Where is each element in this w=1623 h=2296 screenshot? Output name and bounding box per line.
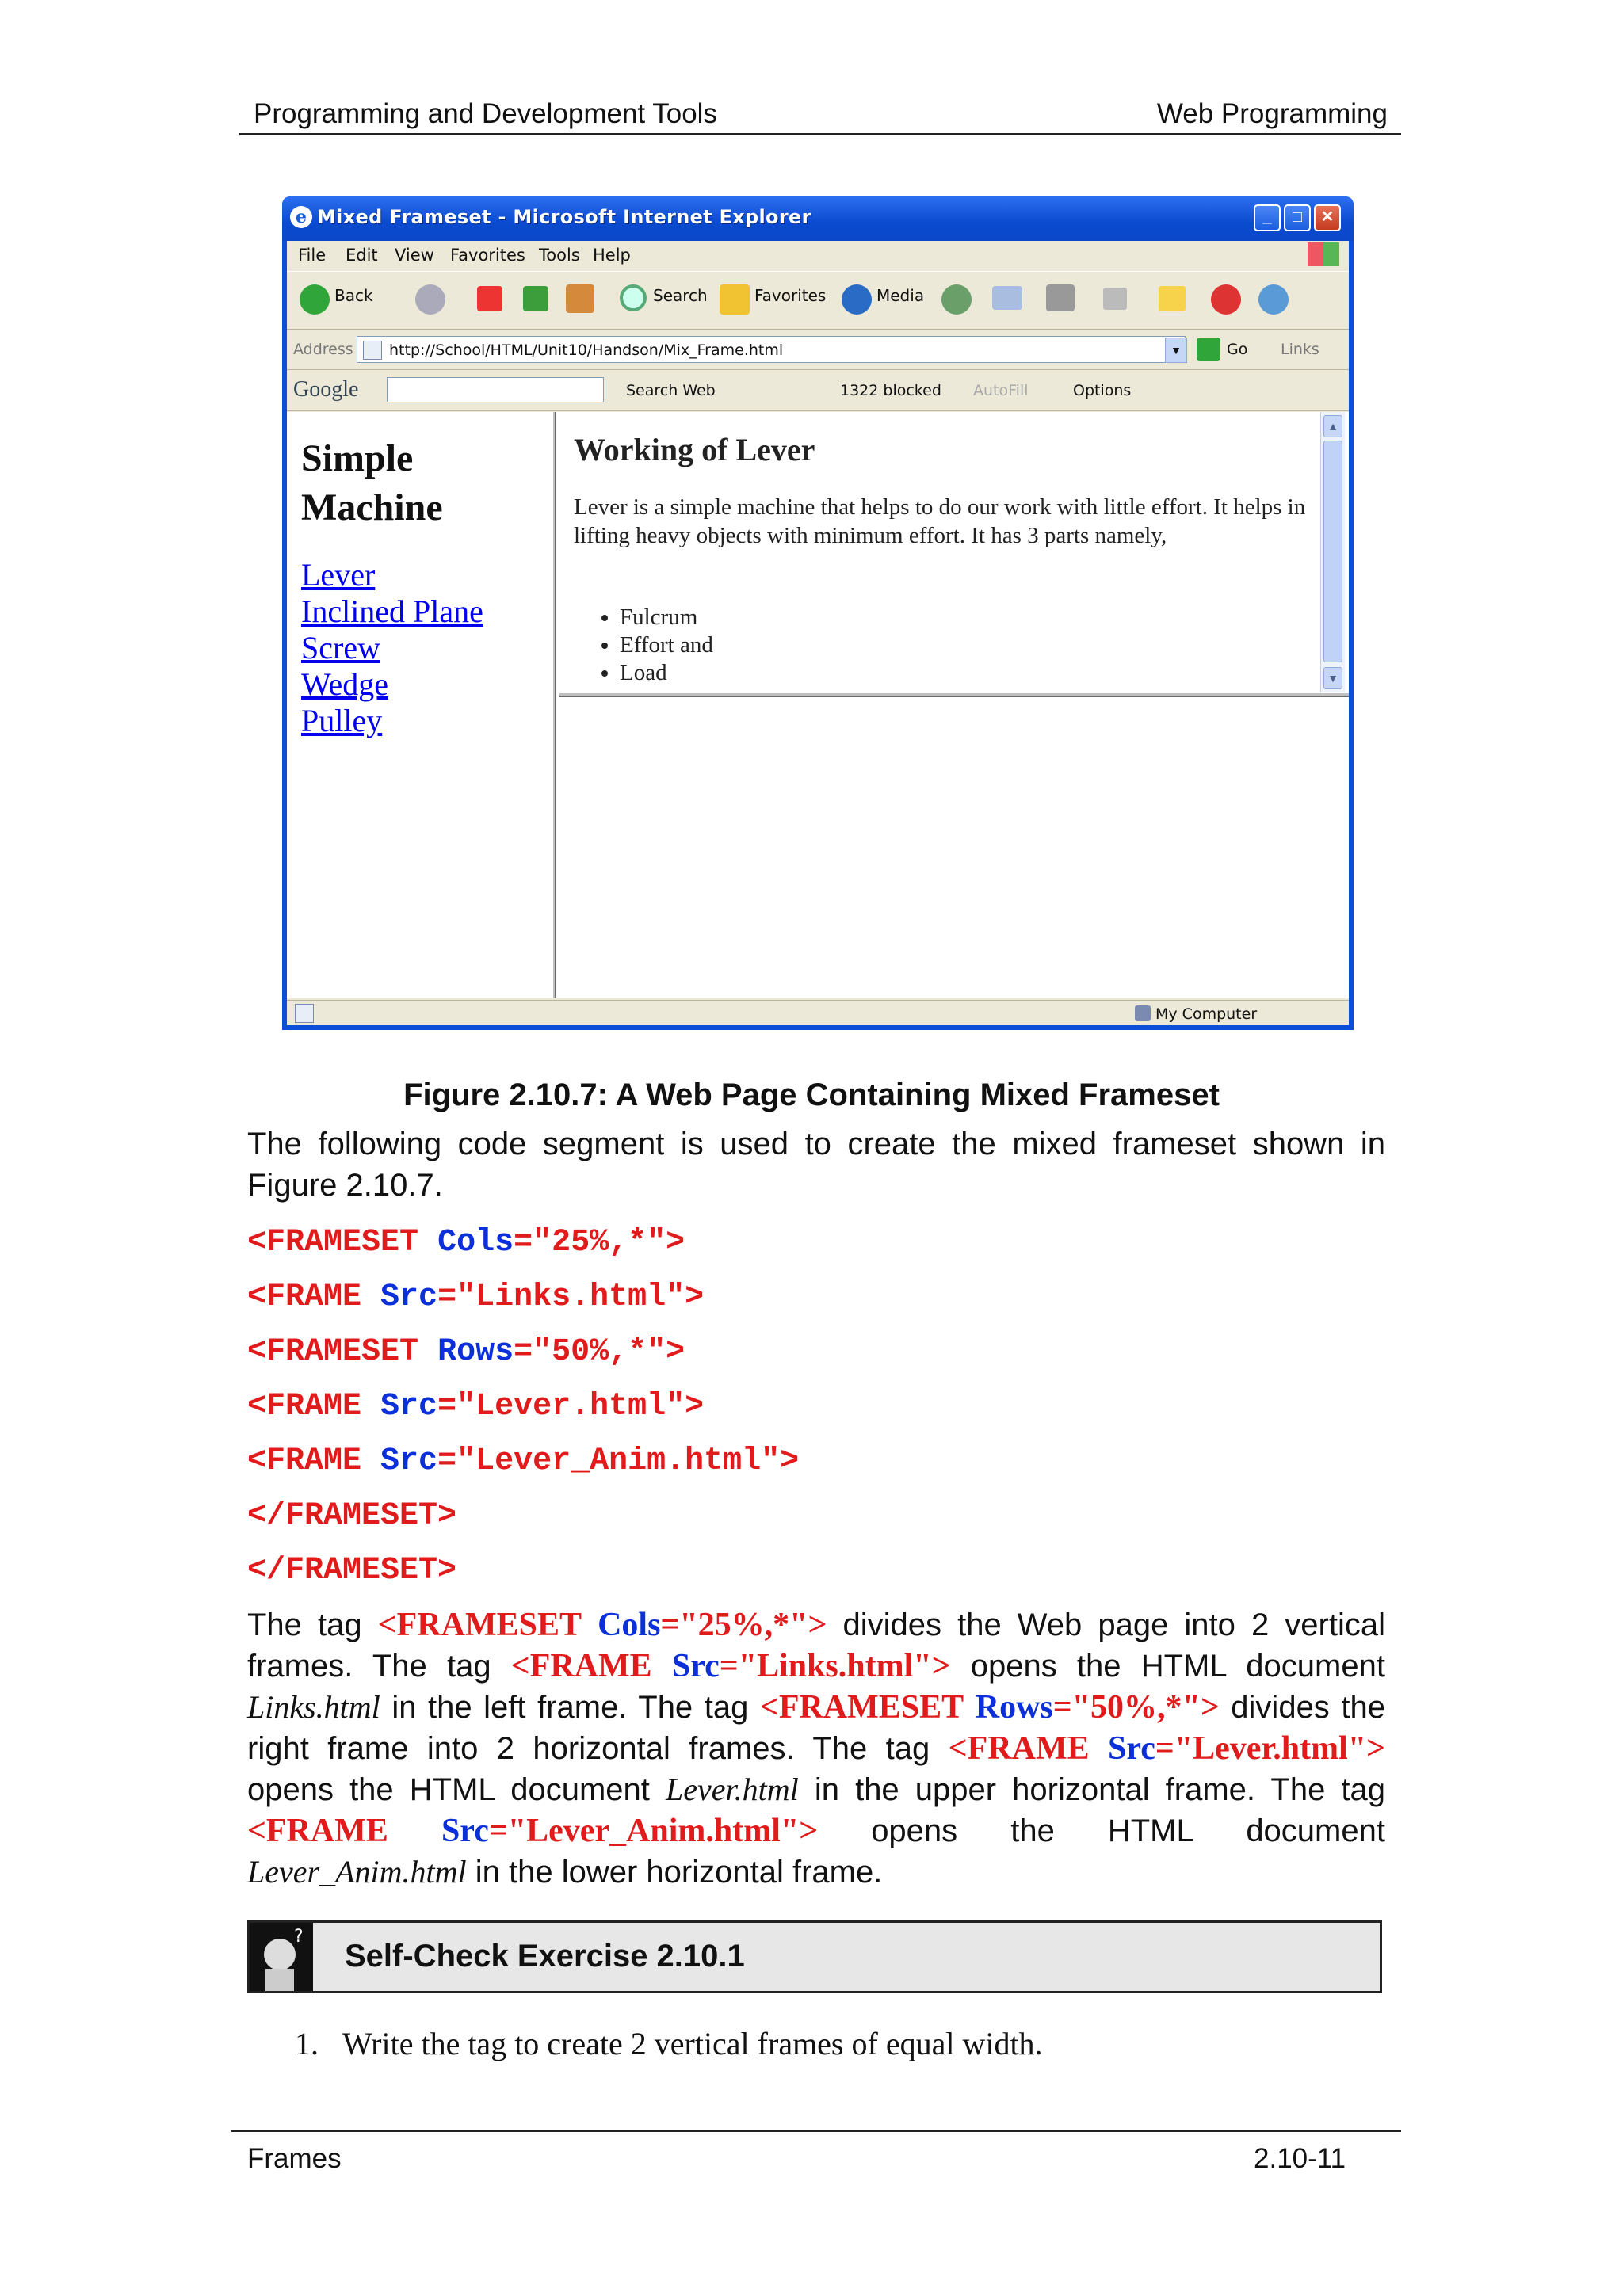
- refresh-icon[interactable]: [523, 286, 548, 311]
- google-logo[interactable]: Google: [293, 377, 359, 402]
- right-frame-paragraph: Lever is a simple machine that helps to do our work with little effort. It helps in lifting heavy objects with minimum effort. It has 3 parts namely,: [574, 494, 1306, 548]
- status-page-icon: [295, 1004, 314, 1023]
- menu-view[interactable]: View: [395, 246, 434, 265]
- home-icon[interactable]: [566, 284, 594, 313]
- code-line: <FRAME Src="Lever_Anim.html">: [247, 1444, 800, 1479]
- right-bottom-frame: [559, 700, 1349, 998]
- address-label: Address: [293, 341, 353, 358]
- header-left: Programming and Development Tools: [254, 98, 717, 129]
- link-screw[interactable]: Screw: [301, 630, 380, 666]
- edit-icon[interactable]: [1103, 288, 1127, 310]
- messenger-icon[interactable]: [1211, 284, 1241, 315]
- maximize-button[interactable]: □: [1284, 204, 1311, 231]
- google-search-input[interactable]: [387, 377, 604, 402]
- browser-window: [282, 196, 1354, 1030]
- media-button[interactable]: Media: [876, 286, 925, 305]
- address-dropdown-icon[interactable]: ▼: [1165, 338, 1187, 363]
- menu-file[interactable]: File: [298, 246, 327, 265]
- browser-body: [287, 241, 1349, 1025]
- title-bar: [282, 196, 1354, 241]
- address-input[interactable]: http://School/HTML/Unit10/Handson/Mix_Frame.html: [357, 336, 1186, 363]
- favorites-button[interactable]: Favorites: [754, 286, 827, 305]
- link-pulley[interactable]: Pulley: [301, 703, 383, 738]
- scroll-up-icon[interactable]: ▲: [1323, 415, 1342, 437]
- list-item: • Fulcrum: [620, 604, 713, 631]
- menu-tools[interactable]: Tools: [539, 246, 580, 265]
- status-zone: My Computer: [1155, 1005, 1258, 1023]
- history-icon[interactable]: [941, 284, 972, 315]
- menu-bar: [287, 241, 1349, 268]
- left-frame: [287, 412, 556, 998]
- search-web-button[interactable]: Search Web: [626, 382, 716, 399]
- ie-icon: e: [290, 206, 312, 228]
- people-icon[interactable]: [1258, 284, 1289, 315]
- search-button[interactable]: Search: [653, 286, 708, 305]
- link-inclined-plane[interactable]: Inclined Plane: [301, 593, 483, 629]
- intro-paragraph: The following code segment is used to create the mixed frameset shown in Figure 2.10.7.: [247, 1127, 1385, 1203]
- scroll-down-icon[interactable]: ▼: [1323, 667, 1342, 689]
- right-top-frame: [559, 412, 1349, 697]
- stop-icon[interactable]: [477, 286, 502, 311]
- header-right: Web Programming: [1156, 98, 1388, 129]
- self-check-box: [247, 1920, 1382, 1993]
- back-icon[interactable]: [300, 284, 330, 315]
- forward-icon[interactable]: [415, 284, 445, 315]
- computer-icon: [1135, 1005, 1151, 1021]
- address-bar: [287, 330, 1349, 370]
- windows-logo-icon: [1308, 242, 1339, 266]
- status-bar: [287, 1000, 1349, 1026]
- go-button[interactable]: Go: [1227, 341, 1248, 358]
- frameset-content: [287, 412, 1349, 998]
- left-frame-title-line2: Machine: [301, 486, 443, 528]
- list-item: • Effort and: [620, 631, 713, 659]
- close-button[interactable]: ✕: [1314, 204, 1341, 231]
- right-frame-title: Working of Lever: [574, 432, 815, 467]
- menu-edit[interactable]: Edit: [346, 246, 378, 265]
- autofill-button[interactable]: AutoFill: [973, 382, 1029, 399]
- search-icon[interactable]: [620, 284, 647, 311]
- link-wedge[interactable]: Wedge: [301, 666, 389, 702]
- footer-rule: [231, 2130, 1401, 2132]
- code-line: </FRAMESET>: [247, 1553, 457, 1589]
- left-frame-title: [301, 434, 443, 532]
- page-icon: [363, 341, 382, 360]
- links-label[interactable]: Links: [1281, 341, 1319, 358]
- google-toolbar: [287, 371, 1349, 411]
- footer-left: Frames: [247, 2143, 342, 2174]
- code-line: <FRAME Src="Links.html">: [247, 1280, 705, 1315]
- vertical-scrollbar[interactable]: [1320, 412, 1345, 692]
- menu-favorites[interactable]: Favorites: [450, 246, 525, 265]
- note-icon[interactable]: [1159, 286, 1186, 311]
- code-line: <FRAMESET Cols="25%,*">: [247, 1225, 685, 1261]
- back-button[interactable]: Back: [334, 286, 373, 305]
- media-icon[interactable]: [842, 284, 872, 315]
- left-frame-title-line1: Simple: [301, 437, 414, 479]
- thinking-person-icon: [250, 1923, 313, 1991]
- window-title: Mixed Frameset - Microsoft Internet Explorer: [317, 206, 812, 228]
- code-line: <FRAMESET Rows="50%,*">: [247, 1334, 685, 1370]
- options-button[interactable]: Options: [1073, 382, 1132, 399]
- code-line: <FRAME Src="Lever.html">: [247, 1389, 705, 1425]
- favorites-icon[interactable]: [720, 284, 750, 315]
- menu-help[interactable]: Help: [593, 246, 631, 265]
- scroll-thumb[interactable]: [1323, 441, 1342, 662]
- parts-list: [574, 604, 713, 687]
- explanation-paragraph: The tag <FRAMESET Cols="25%,*"> divides the Web page into 2 vertical frames. The tag <FRAME Src="Links.html"> opens the HTML document Links.html in the left frame. The tag <FRAMESET Rows="50%,*"> divides the right frame into 2 horizontal frames. The tag <FRAME Src="Lever.html"> opens the HTML document Lever.html in the upper horizontal frame. The tag <FRAME Src="Lever_Anim.html"> opens the HTML document Lever_Anim.html in the lower horizontal frame.: [247, 1607, 1385, 1890]
- exercise-question: 1. Write the tag to create 2 vertical frames of equal width.: [295, 2026, 1043, 2061]
- code-line: </FRAMESET>: [247, 1498, 457, 1534]
- mail-icon[interactable]: [992, 286, 1022, 310]
- link-lever[interactable]: Lever: [301, 557, 376, 593]
- print-icon[interactable]: [1046, 284, 1075, 311]
- svg-text:?: ?: [294, 1927, 304, 1947]
- minimize-button[interactable]: _: [1254, 204, 1281, 231]
- figure-caption: Figure 2.10.7: A Web Page Containing Mixed Frameset: [403, 1077, 1220, 1112]
- popup-blocked-count[interactable]: 1322 blocked: [840, 382, 941, 399]
- page-number: 2.10-11: [1254, 2143, 1346, 2174]
- self-check-title: Self-Check Exercise 2.10.1: [345, 1939, 745, 1974]
- toolbar: [287, 271, 1349, 330]
- list-item: • Load: [620, 659, 713, 687]
- go-icon[interactable]: [1197, 338, 1220, 361]
- header-rule: [239, 133, 1401, 135]
